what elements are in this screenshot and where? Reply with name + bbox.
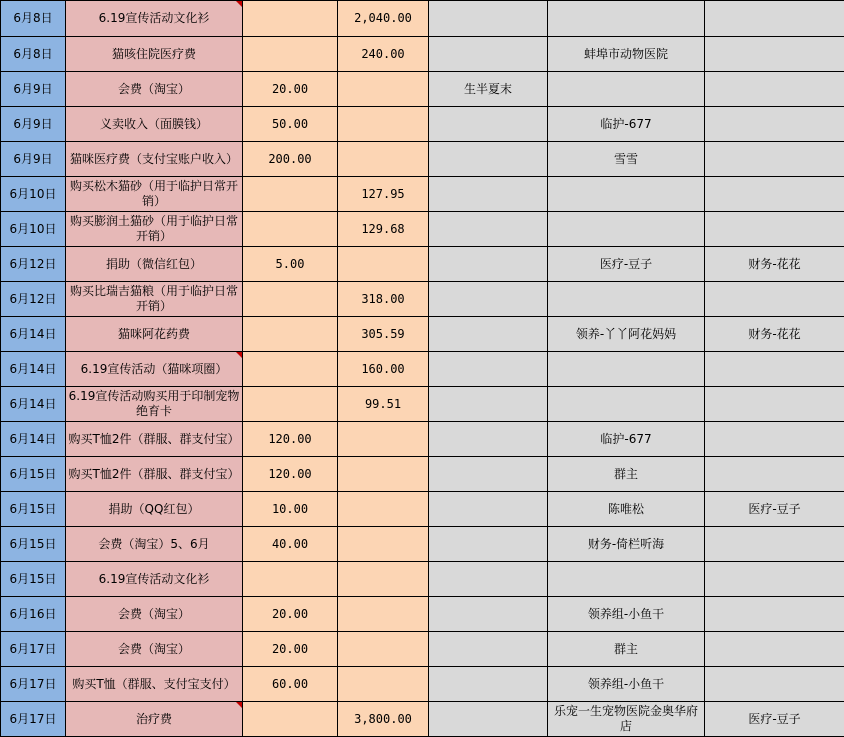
- cell-income[interactable]: [243, 317, 338, 352]
- cell-income[interactable]: [243, 212, 338, 247]
- cell-handler[interactable]: 财务-倚栏听海: [548, 527, 705, 562]
- cell-expense[interactable]: 3,800.00: [338, 702, 429, 737]
- cell-reviewer[interactable]: 医疗-豆子: [705, 702, 844, 737]
- cell-income[interactable]: [243, 1, 338, 37]
- cell-handler[interactable]: 乐宠一生宠物医院金奥华府店: [548, 702, 705, 737]
- cell-note[interactable]: [429, 352, 548, 387]
- table-row: [1, 212, 844, 247]
- cell-reviewer[interactable]: [705, 37, 844, 72]
- cell-reviewer[interactable]: [705, 282, 844, 317]
- cell-expense[interactable]: [338, 422, 429, 457]
- cell-note[interactable]: [429, 1, 548, 37]
- cell-date[interactable]: 6月12日: [1, 247, 66, 282]
- cell-description[interactable]: 捐助（微信红包）: [66, 247, 243, 282]
- cell-income[interactable]: 20.00: [243, 597, 338, 632]
- cell-note[interactable]: 生半夏末: [429, 72, 548, 107]
- cell-description[interactable]: 购买比瑞吉猫粮（用于临护日常开销）: [66, 282, 243, 317]
- cell-income[interactable]: [243, 177, 338, 212]
- table-row: [1, 37, 844, 72]
- cell-handler[interactable]: [548, 387, 705, 422]
- cell-reviewer[interactable]: [705, 667, 844, 702]
- cell-note[interactable]: [429, 632, 548, 667]
- cell-description[interactable]: 猫咪医疗费（支付宝账户收入）: [66, 142, 243, 177]
- cell-description[interactable]: 猫咳住院医疗费: [66, 37, 243, 72]
- cell-expense[interactable]: 318.00: [338, 282, 429, 317]
- cell-date[interactable]: 6月12日: [1, 282, 66, 317]
- table-row: [1, 562, 844, 597]
- cell-date[interactable]: 6月10日: [1, 212, 66, 247]
- cell-income[interactable]: 120.00: [243, 457, 338, 492]
- table-row: [1, 422, 844, 457]
- table-row: [1, 632, 844, 667]
- cell-note[interactable]: [429, 702, 548, 737]
- cell-reviewer[interactable]: [705, 177, 844, 212]
- cell-expense[interactable]: [338, 107, 429, 142]
- cell-income[interactable]: [243, 352, 338, 387]
- cell-note[interactable]: [429, 562, 548, 597]
- cell-income[interactable]: [243, 562, 338, 597]
- table-row: [1, 72, 844, 107]
- cell-reviewer[interactable]: [705, 212, 844, 247]
- cell-description[interactable]: 捐助（QQ红包）: [66, 492, 243, 527]
- cell-note[interactable]: [429, 107, 548, 142]
- cell-reviewer[interactable]: [705, 422, 844, 457]
- cell-income[interactable]: 50.00: [243, 107, 338, 142]
- cell-date[interactable]: 6月10日: [1, 177, 66, 212]
- cell-expense[interactable]: [338, 527, 429, 562]
- cell-reviewer[interactable]: 财务-花花: [705, 317, 844, 352]
- cell-date[interactable]: 6月9日: [1, 72, 66, 107]
- cell-handler[interactable]: 领养-丫丫阿花妈妈: [548, 317, 705, 352]
- cell-description[interactable]: 6.19宣传活动购买用于印制宠物绝育卡: [66, 387, 243, 422]
- cell-date[interactable]: 6月9日: [1, 142, 66, 177]
- cell-date[interactable]: 6月8日: [1, 1, 66, 37]
- cell-date[interactable]: 6月16日: [1, 597, 66, 632]
- cell-handler[interactable]: 领养组-小鱼干: [548, 667, 705, 702]
- cell-income[interactable]: 120.00: [243, 422, 338, 457]
- cell-description[interactable]: 猫咪阿花药费: [66, 317, 243, 352]
- cell-reviewer[interactable]: [705, 352, 844, 387]
- cell-expense[interactable]: [338, 667, 429, 702]
- cell-handler[interactable]: 雪雪: [548, 142, 705, 177]
- cell-date[interactable]: 6月14日: [1, 422, 66, 457]
- cell-expense[interactable]: [338, 72, 429, 107]
- cell-handler[interactable]: 临护-677: [548, 422, 705, 457]
- cell-date[interactable]: 6月14日: [1, 387, 66, 422]
- cell-note[interactable]: [429, 422, 548, 457]
- cell-note[interactable]: [429, 457, 548, 492]
- cell-reviewer[interactable]: [705, 142, 844, 177]
- cell-handler[interactable]: 领养组-小鱼干: [548, 597, 705, 632]
- cell-note[interactable]: [429, 37, 548, 72]
- table-row: [1, 317, 844, 352]
- cell-date[interactable]: 6月14日: [1, 317, 66, 352]
- cell-description[interactable]: 6.19宣传活动文化衫: [66, 562, 243, 597]
- cell-description[interactable]: 会费（淘宝）: [66, 72, 243, 107]
- cell-handler[interactable]: [548, 562, 705, 597]
- cell-date[interactable]: 6月15日: [1, 492, 66, 527]
- cell-reviewer[interactable]: [705, 562, 844, 597]
- cell-reviewer[interactable]: [705, 387, 844, 422]
- cell-expense[interactable]: 305.59: [338, 317, 429, 352]
- cell-expense[interactable]: 127.95: [338, 177, 429, 212]
- cell-handler[interactable]: 群主: [548, 457, 705, 492]
- table-row: [1, 527, 844, 562]
- cell-expense[interactable]: 129.68: [338, 212, 429, 247]
- cell-note[interactable]: [429, 142, 548, 177]
- cell-reviewer[interactable]: [705, 107, 844, 142]
- cell-date[interactable]: 6月17日: [1, 667, 66, 702]
- cell-handler[interactable]: [548, 1, 705, 37]
- cell-note[interactable]: [429, 317, 548, 352]
- cell-expense[interactable]: 240.00: [338, 37, 429, 72]
- cell-note[interactable]: [429, 282, 548, 317]
- cell-date[interactable]: 6月15日: [1, 562, 66, 597]
- cell-note[interactable]: [429, 527, 548, 562]
- table-row: [1, 142, 844, 177]
- cell-description[interactable]: 购买膨润土猫砂（用于临护日常开销）: [66, 212, 243, 247]
- cell-date[interactable]: 6月14日: [1, 352, 66, 387]
- cell-handler[interactable]: [548, 212, 705, 247]
- table-row: [1, 667, 844, 702]
- cell-reviewer[interactable]: 财务-花花: [705, 247, 844, 282]
- cell-income[interactable]: [243, 282, 338, 317]
- table-row: [1, 457, 844, 492]
- table-row: [1, 702, 844, 737]
- table-row: [1, 282, 844, 317]
- cell-handler[interactable]: [548, 282, 705, 317]
- cell-date[interactable]: 6月15日: [1, 527, 66, 562]
- cell-reviewer[interactable]: [705, 72, 844, 107]
- cell-note[interactable]: [429, 212, 548, 247]
- cell-description[interactable]: 购买T恤2件（群服、群支付宝）: [66, 422, 243, 457]
- cell-description[interactable]: 会费（淘宝）: [66, 597, 243, 632]
- cell-income[interactable]: [243, 387, 338, 422]
- cell-handler[interactable]: [548, 72, 705, 107]
- cell-income[interactable]: [243, 702, 338, 737]
- cell-date[interactable]: 6月8日: [1, 37, 66, 72]
- cell-income[interactable]: 20.00: [243, 632, 338, 667]
- table-row: [1, 387, 844, 422]
- cell-expense[interactable]: [338, 597, 429, 632]
- cell-income[interactable]: 40.00: [243, 527, 338, 562]
- cell-reviewer[interactable]: [705, 527, 844, 562]
- cell-income[interactable]: 10.00: [243, 492, 338, 527]
- cell-description[interactable]: 治疗费: [66, 702, 243, 737]
- table-row: [1, 177, 844, 212]
- table-row: [1, 492, 844, 527]
- cell-date[interactable]: 6月15日: [1, 457, 66, 492]
- table-row: [1, 1, 844, 37]
- cell-reviewer[interactable]: 医疗-豆子: [705, 492, 844, 527]
- cell-handler[interactable]: 蚌埠市动物医院: [548, 37, 705, 72]
- table-row: [1, 352, 844, 387]
- cell-income[interactable]: 20.00: [243, 72, 338, 107]
- cell-income[interactable]: 5.00: [243, 247, 338, 282]
- cell-note[interactable]: [429, 177, 548, 212]
- cell-handler[interactable]: 医疗-豆子: [548, 247, 705, 282]
- cell-date[interactable]: 6月17日: [1, 632, 66, 667]
- cell-income[interactable]: [243, 37, 338, 72]
- cell-handler[interactable]: [548, 352, 705, 387]
- cell-reviewer[interactable]: [705, 457, 844, 492]
- cell-expense[interactable]: [338, 142, 429, 177]
- cell-description[interactable]: 义卖收入（面膜钱）: [66, 107, 243, 142]
- cell-reviewer[interactable]: [705, 597, 844, 632]
- cell-note[interactable]: [429, 247, 548, 282]
- cell-expense[interactable]: [338, 562, 429, 597]
- cell-date[interactable]: 6月9日: [1, 107, 66, 142]
- cell-note[interactable]: [429, 667, 548, 702]
- table-row: [1, 107, 844, 142]
- cell-handler[interactable]: 临护-677: [548, 107, 705, 142]
- cell-description[interactable]: 购买T恤（群服、支付宝支付）: [66, 667, 243, 702]
- cell-expense[interactable]: [338, 457, 429, 492]
- cell-date[interactable]: 6月17日: [1, 702, 66, 737]
- cell-handler[interactable]: 陈唯松: [548, 492, 705, 527]
- cell-expense[interactable]: [338, 492, 429, 527]
- table-row: [1, 247, 844, 282]
- cell-reviewer[interactable]: [705, 632, 844, 667]
- cell-description[interactable]: 会费（淘宝）5、6月: [66, 527, 243, 562]
- cell-expense[interactable]: [338, 247, 429, 282]
- cell-note[interactable]: [429, 387, 548, 422]
- cell-expense[interactable]: 2,040.00: [338, 1, 429, 37]
- cell-expense[interactable]: [338, 632, 429, 667]
- cell-note[interactable]: [429, 597, 548, 632]
- cell-handler[interactable]: [548, 177, 705, 212]
- cell-reviewer[interactable]: [705, 1, 844, 37]
- cell-expense[interactable]: 99.51: [338, 387, 429, 422]
- cell-description[interactable]: 购买T恤2件（群服、群支付宝）: [66, 457, 243, 492]
- cell-income[interactable]: 60.00: [243, 667, 338, 702]
- cell-note[interactable]: [429, 492, 548, 527]
- table-row: [1, 597, 844, 632]
- ledger-body: [1, 1, 844, 737]
- cell-description[interactable]: 会费（淘宝）: [66, 632, 243, 667]
- cell-description[interactable]: 6.19宣传活动（猫咪项圈）: [66, 352, 243, 387]
- cell-expense[interactable]: 160.00: [338, 352, 429, 387]
- cell-handler[interactable]: 群主: [548, 632, 705, 667]
- cell-description[interactable]: 6.19宣传活动文化衫: [66, 1, 243, 37]
- cell-income[interactable]: 200.00: [243, 142, 338, 177]
- cell-description[interactable]: 购买松木猫砂（用于临护日常开销）: [66, 177, 243, 212]
